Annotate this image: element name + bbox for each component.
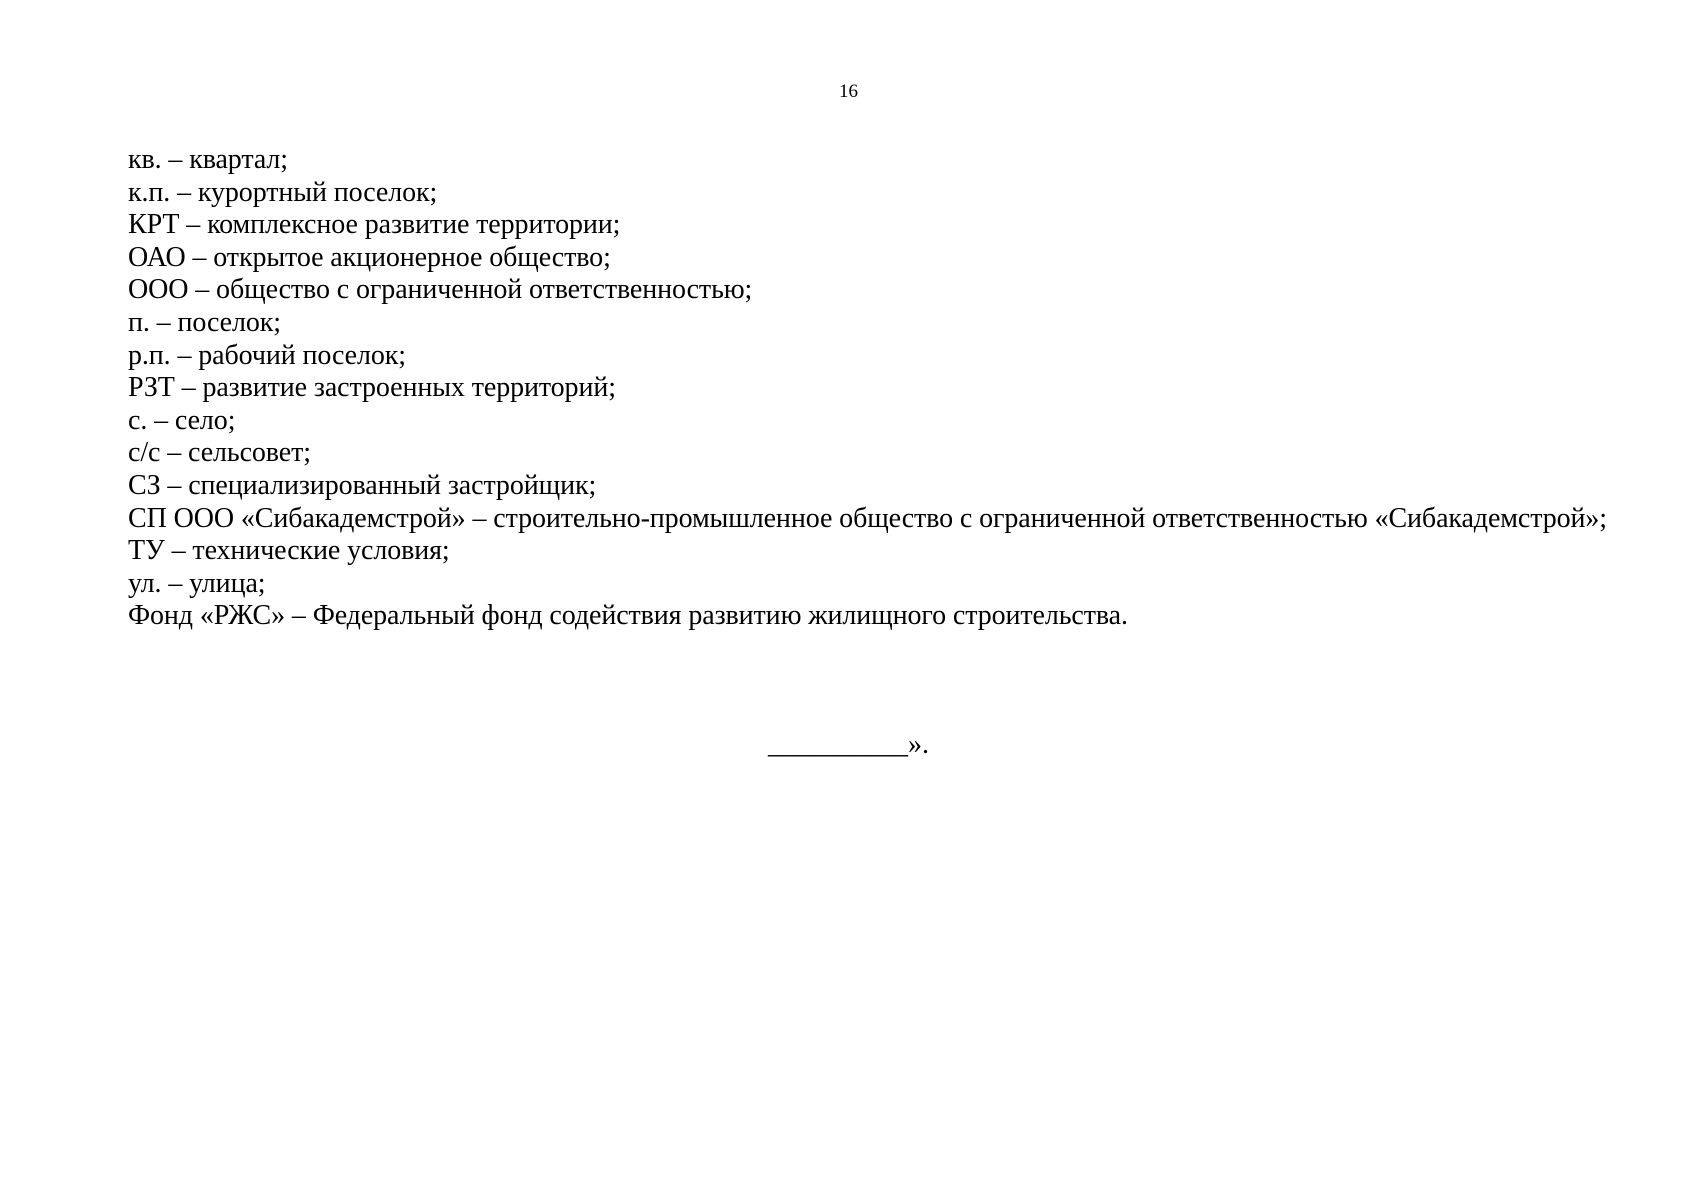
abbreviation-item: с. – село;	[128, 404, 236, 436]
page-number: 16	[839, 81, 858, 102]
abbreviation-item: ТУ – технические условия;	[128, 535, 450, 567]
abbreviation-item: СП ООО «Сибакадемстрой» – строительно-промышленное общество с ограниченной ответственностью «Сибакадемстрой»;	[128, 502, 1607, 534]
abbreviation-item: с/с – сельсовет;	[128, 437, 311, 469]
abbreviation-item: РЗТ – развитие застроенных территорий;	[128, 372, 616, 404]
abbreviation-item: р.п. – рабочий поселок;	[128, 339, 406, 371]
abbreviation-item: к.п. – курортный поселок;	[128, 176, 438, 208]
abbreviation-item: КРТ – комплексное развитие территории;	[128, 209, 621, 241]
abbreviation-item: ООО – общество с ограниченной ответственностью;	[128, 274, 753, 306]
abbreviation-item: Фонд «РЖС» – Федеральный фонд содействия развитию жилищного строительства.	[128, 600, 1128, 632]
abbreviation-item: ул. – улица;	[128, 567, 266, 599]
abbreviation-item: п. – поселок;	[128, 306, 281, 338]
abbreviation-list	[128, 144, 1607, 633]
abbreviation-item: кв. – квартал;	[128, 144, 288, 175]
closing-mark: __________».	[768, 729, 929, 760]
abbreviation-item: СЗ – специализированный застройщик;	[128, 469, 597, 501]
abbreviation-item: ОАО – открытое акционерное общество;	[128, 241, 611, 273]
